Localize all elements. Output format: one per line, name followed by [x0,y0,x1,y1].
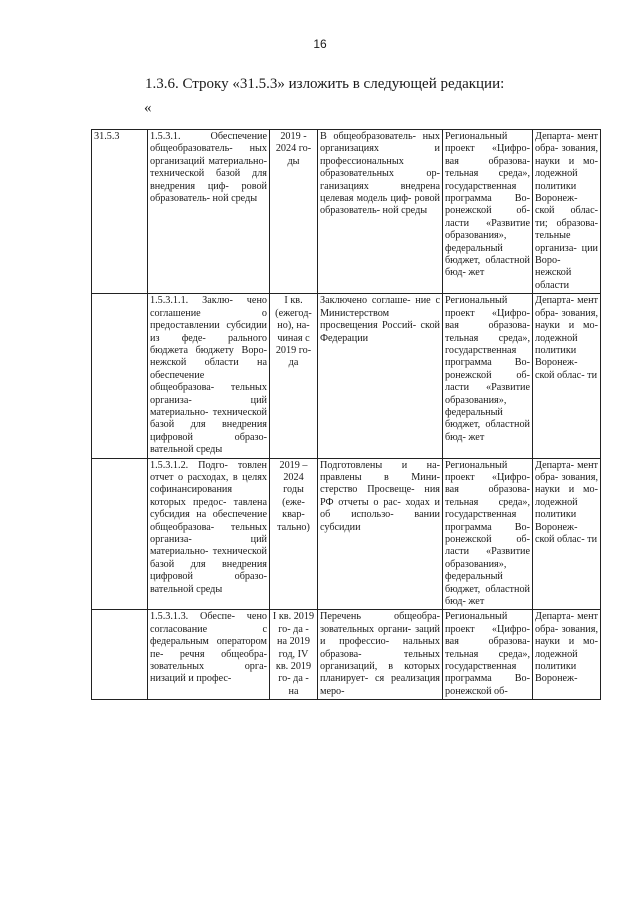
row-code-cell [92,130,148,294]
measure-text: 1.5.3.1. Обеспечение общеобразователь- ных организаций материально- технической базой для внедрения циф- ровой образователь- ной среды [150,131,267,205]
source-text: Региональный проект «Цифро- вая образова- тельная среда», государственная программа Во- ронежской об- ласти «Развитие образования», федеральный бюджет, областной бюд- жет [445,295,530,443]
result-cell [318,130,443,294]
table-row [92,610,601,700]
executor-cell [533,130,601,294]
source-cell [443,458,533,610]
deadline-text: 2019 – 2024 годы (еже- квар- тально) [277,459,310,533]
measure-text: 1.5.3.1.3. Обеспе- чено согласование с федеральным оператором пе- речня общеобра- зовательных орга- низаций и профес- [150,611,267,685]
result-text: В общеобразователь- ных организациях и профессиональных образовательных ор- ганизациях внедрена целевая модель циф- ровой образователь- ной среды [320,131,440,217]
measure-text: 1.5.3.1.1. Заклю- чено соглашение о предоставлении субсидии из феде- рального бюджета бюджету Воро- нежской области на обеспечение общеобразова- тельных организа- ций материально- технической базой для внедрения цифровой образо- вательной среды [150,295,267,456]
result-cell [318,294,443,458]
deadline-cell [270,130,318,294]
result-text: Подготовлены и на- правлены в Мини- стерство Просвеще- ния РФ отчеты о рас- ходах и об использо- вании субсидии [320,459,440,533]
row-code-cell [92,458,148,610]
executor-cell [533,610,601,700]
measure-cell [148,610,270,700]
executor-cell [533,458,601,610]
result-cell [318,610,443,700]
source-text: Региональный проект «Цифро- вая образова- тельная среда», государственная программа Во- ронежской об- [445,611,530,697]
result-text: Перечень общеобра- зовательных органи- заций и профессио- нальных образова- тельных организаций, в которых планирует- ся реализация меро- [320,611,440,697]
page-number: 16 [313,37,327,51]
measure-text: 1.5.3.1.2. Подго- товлен отчет о расходах, в целях софинансирования которых предос- тавлена субсидия на обеспечение общеобразова- тельных организа- ций материально- технической базой для внедрения цифровой образо- вательной среды [150,459,267,595]
measure-cell [148,294,270,458]
row-code-cell [92,610,148,700]
executor-text: Департа- мент обра- зования, науки и мо- лодежной политики Воронеж- ской облас- ти; образова- тельные организа- ции Воро- нежской области [535,131,598,291]
executor-text: Департа- мент обра- зования, науки и мо- лодежной политики Воронеж- ской облас- ти [535,459,598,545]
source-text: Региональный проект «Цифро- вая образова- тельная среда», государственная программа Во- ронежской об- ласти «Развитие образования», федеральный бюджет, областной бюд- жет [445,459,530,608]
result-cell [318,458,443,610]
executor-text: Департа- мент обра- зования, науки и мо- лодежной политики Воронеж- ской облас- ти [535,295,598,381]
deadline-text: I кв. 2019 го- да - на 2019 год, IV кв. 2019 го- да - на [272,611,315,697]
deadline-cell [270,294,318,458]
table-row [92,458,601,610]
table-row [92,130,601,294]
result-text: Заключено соглаше- ние с Министерством просвещения Россий- ской Федерации [320,295,440,344]
deadline-text: 2019 - 2024 го- ды [275,131,312,167]
row-code: 31.5.3 [94,131,120,142]
source-text: Региональный проект «Цифро- вая образова- тельная среда», государственная программа Во- ронежской об- ласти «Развитие образования», федеральный бюджет, областной бюд- жет [445,131,530,279]
row-code-cell [92,294,148,458]
deadline-text: I кв. (ежегод- но), на- чиная с 2019 го- да [275,295,312,369]
deadline-cell [270,610,318,700]
source-cell [443,130,533,294]
measure-cell [148,130,270,294]
executor-text: Департа- мент обра- зования, науки и мо- лодежной политики Воронеж- [535,611,598,685]
executor-cell [533,294,601,458]
section-heading: 1.3.6. Строку «31.5.3» изложить в следующей редакции: [145,76,505,92]
measure-cell [148,458,270,610]
table-row [92,294,601,458]
opening-quote-mark: « [144,100,152,116]
plan-table [91,129,601,700]
source-cell [443,610,533,700]
deadline-cell [270,458,318,610]
source-cell [443,294,533,458]
